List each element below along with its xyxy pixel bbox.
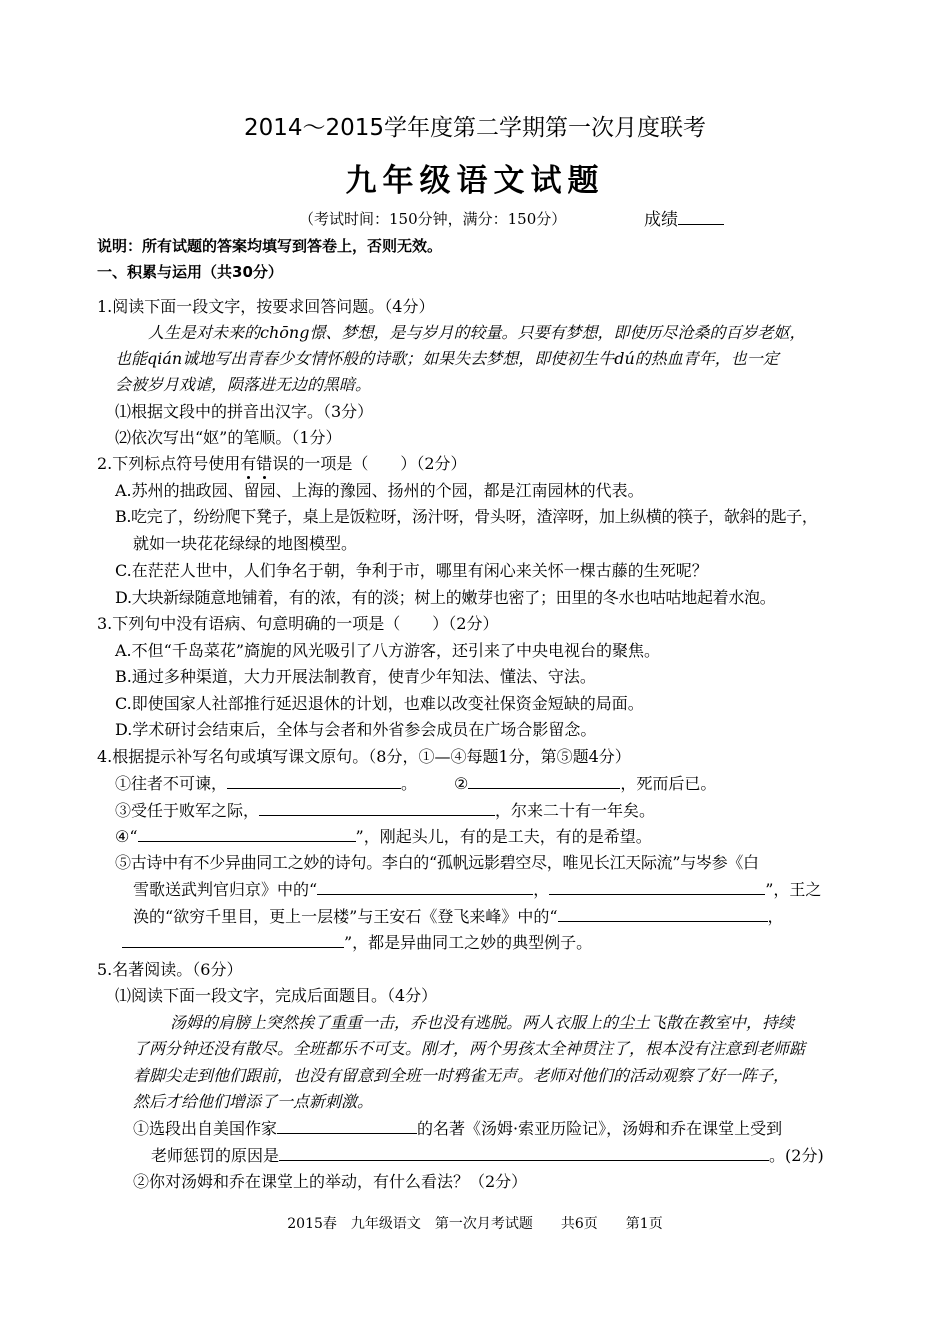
q3-option-b: B.通过多种渠道，大力开展法制教育，使青少年知法、懂法、守法。: [115, 667, 596, 686]
q2-option-c: C.在茫茫人世中，人们争名于朝，争利于市，哪里有闲心来关怀一棵古藤的生死呢？: [115, 561, 708, 580]
q5-text: 老师惩罚的原因是: [151, 1146, 280, 1165]
q1-subquestion: ⑵依次写出“妪”的笔顺。（1分）: [115, 428, 342, 447]
page-footer: 2015春 九年级语文 第一次月考试题 共6页 第1页: [287, 1216, 663, 1232]
q3-option-a: A.不但“千岛菜花”旖旎的风光吸引了八方游客，还引来了中央电视台的聚焦。: [115, 641, 661, 660]
q2-stem: [97, 454, 467, 474]
q5-passage-line: 着脚尖走到他们跟前，也没有留意到全班一时鸦雀无声。老师对他们的活动观察了好一阵子，: [133, 1066, 790, 1085]
q4-text: ，尔来二十有一年矣。: [495, 801, 656, 820]
q1-passage-line: 也能qián诚地写出青春少女情怀般的诗歌；如果失去梦想，即使初生牛dú的热血青年，也一定: [115, 349, 779, 368]
q4-text: ”，刚起头儿，有的是工夫，有的是希望。: [355, 827, 652, 846]
answer-blank: [138, 826, 356, 842]
q4-text: ，: [767, 907, 784, 926]
q1-stem: 1.阅读下面一段文字，按要求回答问题。（4分）: [97, 297, 435, 316]
q2-stem-text: 2.下列标点符号使用: [97, 454, 241, 473]
q2-option-d: D.大块新绿随意地铺着，有的浓，有的淡；树上的嫩芽也密了；田里的冬水也咕咕地起着水泡。: [115, 588, 776, 607]
answer-blank: [317, 879, 533, 895]
answer-blank: [549, 879, 765, 895]
q4-text: ③受任于败军之际，: [115, 801, 260, 820]
q4-item-5-cont: [133, 906, 784, 927]
answer-blank: [122, 932, 344, 948]
q4-stem: 4.根据提示补写名句或填写课文原句。（8分，①—④每题1分，第⑤题4分）: [97, 747, 631, 766]
section-heading: 一、积累与运用（共30分）: [97, 263, 283, 281]
instruction-note: 说明：所有试题的答案均填写到答卷上，否则无效。: [97, 237, 443, 255]
q4-item-5-cont: [122, 932, 592, 953]
q5-passage-line: 汤姆的肩膀上突然挨了重重一击，乔也没有逃脱。两人衣服上的尘土飞散在教室中，持续: [170, 1013, 795, 1032]
q3-stem: 3.下列句中没有语病、句意明确的一项是（ ）（2分）: [97, 614, 499, 633]
answer-blank: [259, 800, 495, 816]
q4-item-1: [115, 773, 417, 794]
q4-item-3: [115, 800, 655, 821]
q4-item-5-cont: [133, 879, 821, 900]
q4-text: ②: [454, 774, 469, 793]
q2-option-a: A.苏州的拙政园、留园、上海的豫园、扬州的个园，都是江南园林的代表。: [115, 481, 644, 500]
q5-passage-line: 了两分钟还没有散尽。全班都乐不可支。刚才，两个男孩太全神贯注了，根本没有注意到老师踮: [133, 1039, 806, 1058]
q5-subquestion: ⑴阅读下面一段文字，完成后面题目。（4分）: [115, 986, 438, 1005]
q1-passage-line: 人生是对未来的chōng憬、梦想，是与岁月的较量。只要有梦想，即使历尽沧桑的百岁老妪，: [148, 323, 806, 342]
q4-text: ①往者不可谏，: [115, 774, 228, 793]
emphasis-char: 有: [240, 454, 257, 473]
q5-answer-1-cont: [151, 1145, 824, 1166]
q1-passage-line: 会被岁月戏谑，陨落进无边的黑暗。: [115, 375, 372, 394]
q2-option-b: B.吃完了，纷纷爬下凳子，桌上是饭粒呀，汤汁呀，骨头呀，渣滓呀，加上纵横的筷子，欹斜的匙子，: [115, 507, 818, 526]
q5-passage-line: 然后才给他们增添了一点新刺激。: [133, 1092, 374, 1111]
answer-blank: [277, 1118, 417, 1134]
q4-text: 雪歌送武判官归京》中的“: [133, 880, 318, 899]
exam-title: 2014～2015学年度第二学期第一次月度联考: [243, 115, 707, 141]
q4-item-2: [454, 773, 716, 794]
q4-text: ”，都是异曲同工之妙的典型例子。: [344, 933, 593, 952]
exam-info: （考试时间：150分钟，满分：150分）: [299, 210, 567, 228]
exam-info-line: [299, 209, 566, 229]
q5-text: 。(2分): [769, 1146, 824, 1165]
q2-option-b-cont: 就如一块花花绿绿的地图模型。: [133, 534, 358, 553]
q5-text: ①选段出自美国作家: [133, 1119, 278, 1138]
score-blank: [678, 209, 724, 225]
answer-blank: [558, 906, 768, 922]
score-line: [644, 209, 724, 230]
q2-stem-text: 误的一项是（ ）（2分）: [272, 454, 467, 473]
q4-text: ”，王之: [765, 880, 822, 899]
answer-blank: [227, 773, 401, 789]
q5-stem: 5.名著阅读。（6分）: [97, 960, 243, 979]
q4-text: ，: [533, 880, 550, 899]
exam-subtitle: 九年级语文试题: [345, 163, 605, 199]
q5-answer-1: [133, 1118, 782, 1139]
q4-item-4: [115, 826, 652, 847]
q4-item-5: ⑤古诗中有不少异曲同工之妙的诗句。李白的“孤帆远影碧空尽，唯见长江天际流”与岑参《白: [115, 853, 759, 872]
q4-text: ，死而后已。: [620, 774, 717, 793]
q3-option-c: C.即使国家人社部推行延迟退休的计划，也难以改变社保资金短缺的局面。: [115, 694, 644, 713]
emphasis-char: 错: [256, 454, 273, 473]
q5-answer-2: ②你对汤姆和乔在课堂上的举动，有什么看法？（2分）: [133, 1172, 528, 1191]
q3-option-d: D.学术研讨会结束后，全体与会者和外省参会成员在广场合影留念。: [115, 720, 597, 739]
answer-blank: [468, 773, 620, 789]
q4-text: ④“: [115, 827, 138, 846]
q4-text: 。: [401, 774, 418, 793]
q4-text: 涣的“欲穷千里目，更上一层楼”与王安石《登飞来峰》中的“: [133, 907, 558, 926]
answer-blank: [279, 1145, 769, 1161]
q1-subquestion: ⑴根据文段中的拼音出汉字。（3分）: [115, 402, 374, 421]
score-label: 成绩: [644, 210, 678, 230]
q5-text: 的名著《汤姆·索亚历险记》，汤姆和乔在课堂上受到: [417, 1119, 783, 1138]
